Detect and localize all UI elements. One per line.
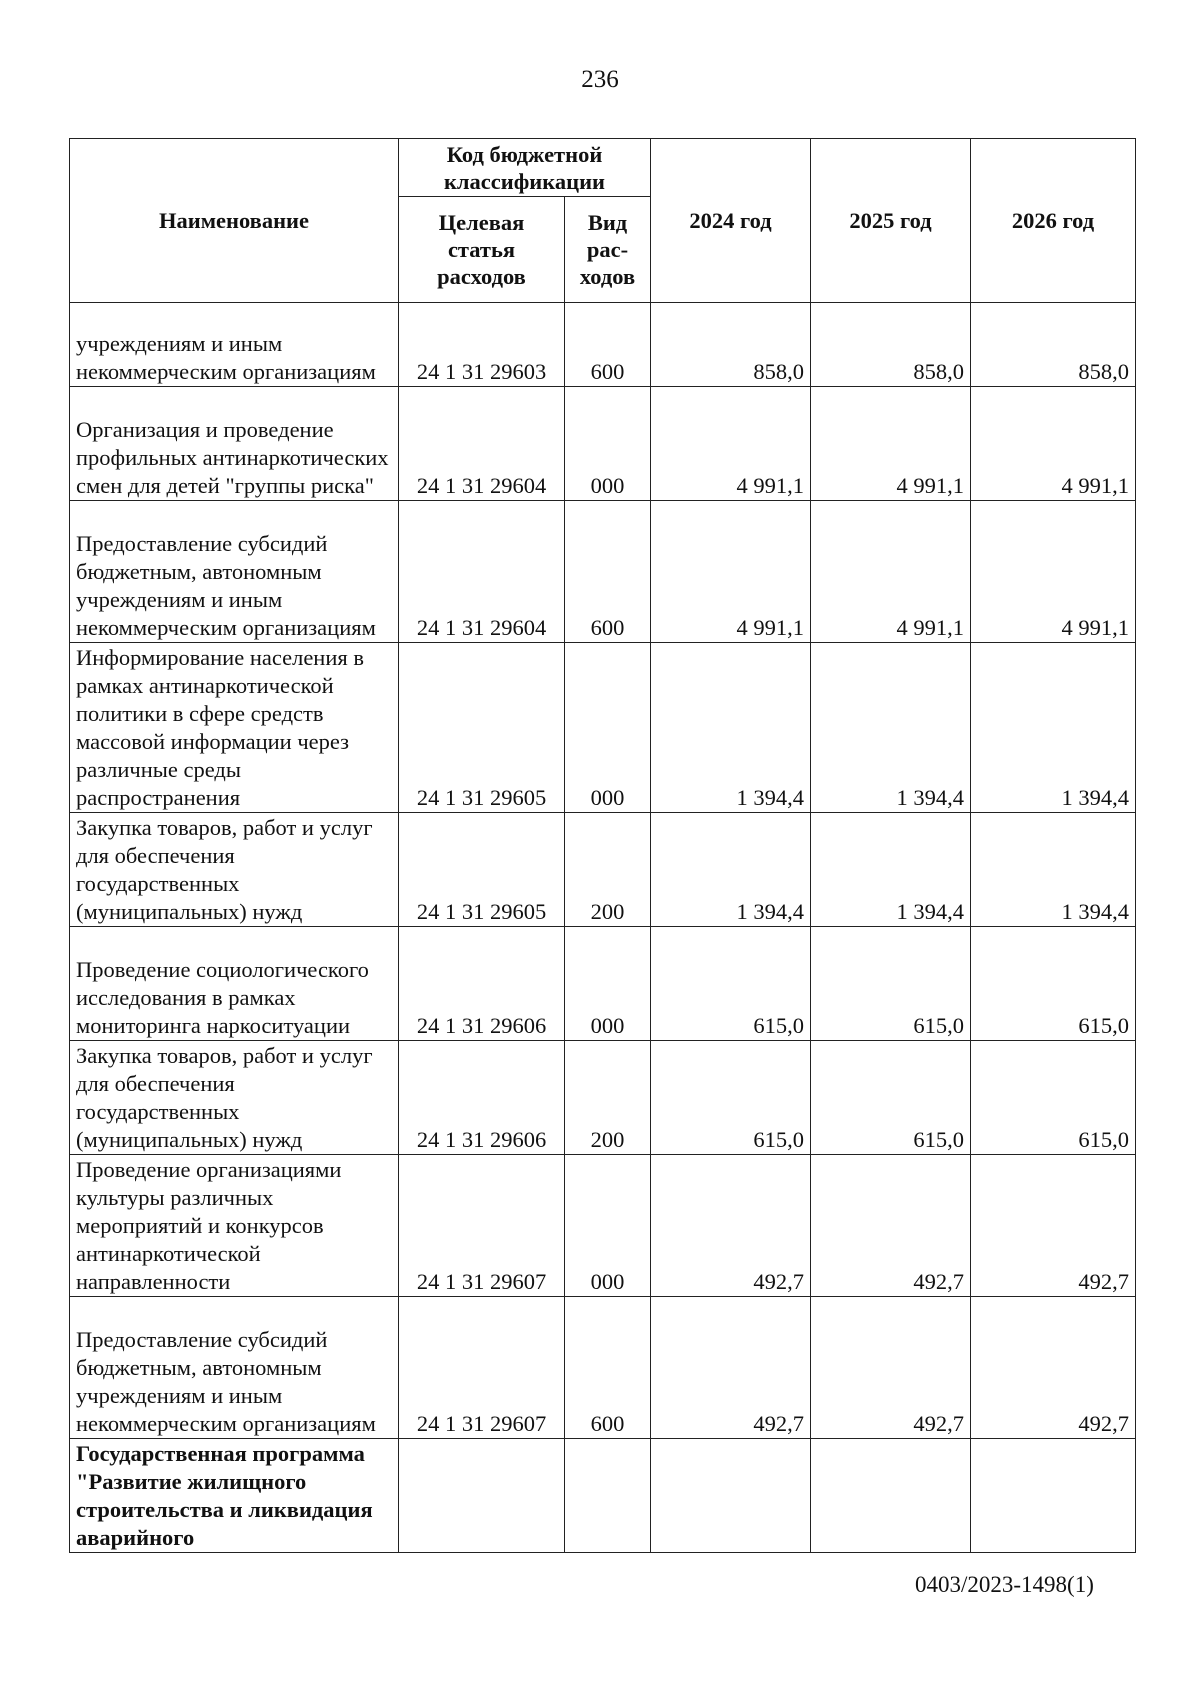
table-row [70, 1439, 1136, 1553]
document-code: 0403/2023-1498(1) [915, 1572, 1094, 1597]
row-expense-type: 600 [565, 303, 651, 387]
row-expense-type [565, 1439, 651, 1553]
row-value-2026: 858,0 [971, 303, 1136, 387]
row-value-2025: 1 394,4 [811, 813, 971, 927]
header-year-2025: 2025 год [811, 139, 971, 303]
row-expense-type: 200 [565, 813, 651, 927]
row-value-2024: 4 991,1 [651, 387, 811, 501]
row-name: Государственная программа "Развитие жилищного строительства и ликвидация аварийного [70, 1439, 399, 1553]
row-value-2024: 615,0 [651, 1041, 811, 1155]
row-value-2026: 1 394,4 [971, 643, 1136, 813]
row-value-2026: 492,7 [971, 1297, 1136, 1439]
row-value-2024: 1 394,4 [651, 643, 811, 813]
row-target-article [399, 1439, 565, 1553]
row-value-2025: 4 991,1 [811, 501, 971, 643]
header-target-article: Целевая статья расходов [399, 197, 565, 303]
row-value-2026: 1 394,4 [971, 813, 1136, 927]
row-value-2024: 492,7 [651, 1297, 811, 1439]
row-value-2025: 492,7 [811, 1155, 971, 1297]
table-row [70, 813, 1136, 927]
row-value-2025: 615,0 [811, 927, 971, 1041]
table-row [70, 927, 1136, 1041]
row-value-2024: 858,0 [651, 303, 811, 387]
row-name: Предоставление субсидий бюджетным, автономным учреждениям и иным некоммерческим организациям [70, 501, 399, 643]
table-row [70, 303, 1136, 387]
row-value-2025: 1 394,4 [811, 643, 971, 813]
row-expense-type: 200 [565, 1041, 651, 1155]
row-expense-type: 000 [565, 927, 651, 1041]
row-value-2026: 615,0 [971, 1041, 1136, 1155]
table-body [70, 303, 1136, 1553]
row-value-2024: 492,7 [651, 1155, 811, 1297]
row-name: Организация и проведение профильных антинаркотических смен для детей "группы риска" [70, 387, 399, 501]
table-row [70, 643, 1136, 813]
row-name: учреждениям и иным некоммерческим организациям [70, 303, 399, 387]
header-year-2024: 2024 год [651, 139, 811, 303]
page-number: 236 [581, 66, 619, 93]
row-name: Предоставление субсидий бюджетным, автономным учреждениям и иным некоммерческим организациям [70, 1297, 399, 1439]
table-header [70, 139, 1136, 303]
row-value-2026: 4 991,1 [971, 501, 1136, 643]
budget-table [69, 138, 1136, 1553]
row-value-2025: 615,0 [811, 1041, 971, 1155]
row-name: Закупка товаров, работ и услуг для обеспечения государственных (муниципальных) нужд [70, 813, 399, 927]
row-target-article: 24 1 31 29604 [399, 387, 565, 501]
row-value-2026: 492,7 [971, 1155, 1136, 1297]
row-name: Информирование населения в рамках антинаркотической политики в сфере средств массовой информации через различные среды распространения [70, 643, 399, 813]
row-name: Проведение социологического исследования в рамках мониторинга наркоситуации [70, 927, 399, 1041]
row-target-article: 24 1 31 29606 [399, 1041, 565, 1155]
header-kbk-group: Код бюджетной классификации [399, 139, 651, 197]
row-value-2025: 4 991,1 [811, 387, 971, 501]
row-expense-type: 000 [565, 643, 651, 813]
row-value-2026: 4 991,1 [971, 387, 1136, 501]
row-value-2024 [651, 1439, 811, 1553]
row-target-article: 24 1 31 29607 [399, 1297, 565, 1439]
row-value-2025: 858,0 [811, 303, 971, 387]
row-target-article: 24 1 31 29604 [399, 501, 565, 643]
table-row [70, 1155, 1136, 1297]
row-expense-type: 600 [565, 1297, 651, 1439]
table-row [70, 387, 1136, 501]
row-value-2025 [811, 1439, 971, 1553]
header-expense-type: Вид рас- ходов [565, 197, 651, 303]
table-row [70, 501, 1136, 643]
row-value-2025: 492,7 [811, 1297, 971, 1439]
row-expense-type: 600 [565, 501, 651, 643]
row-value-2024: 615,0 [651, 927, 811, 1041]
row-value-2024: 1 394,4 [651, 813, 811, 927]
row-value-2026 [971, 1439, 1136, 1553]
row-expense-type: 000 [565, 1155, 651, 1297]
row-value-2024: 4 991,1 [651, 501, 811, 643]
row-target-article: 24 1 31 29607 [399, 1155, 565, 1297]
table-row [70, 1041, 1136, 1155]
header-year-2026: 2026 год [971, 139, 1136, 303]
row-expense-type: 000 [565, 387, 651, 501]
row-name: Проведение организациями культуры различных мероприятий и конкурсов антинаркотической направленности [70, 1155, 399, 1297]
row-name: Закупка товаров, работ и услуг для обеспечения государственных (муниципальных) нужд [70, 1041, 399, 1155]
row-target-article: 24 1 31 29605 [399, 813, 565, 927]
row-target-article: 24 1 31 29603 [399, 303, 565, 387]
table-row [70, 1297, 1136, 1439]
row-target-article: 24 1 31 29605 [399, 643, 565, 813]
row-value-2026: 615,0 [971, 927, 1136, 1041]
row-target-article: 24 1 31 29606 [399, 927, 565, 1041]
header-name: Наименование [70, 139, 399, 303]
